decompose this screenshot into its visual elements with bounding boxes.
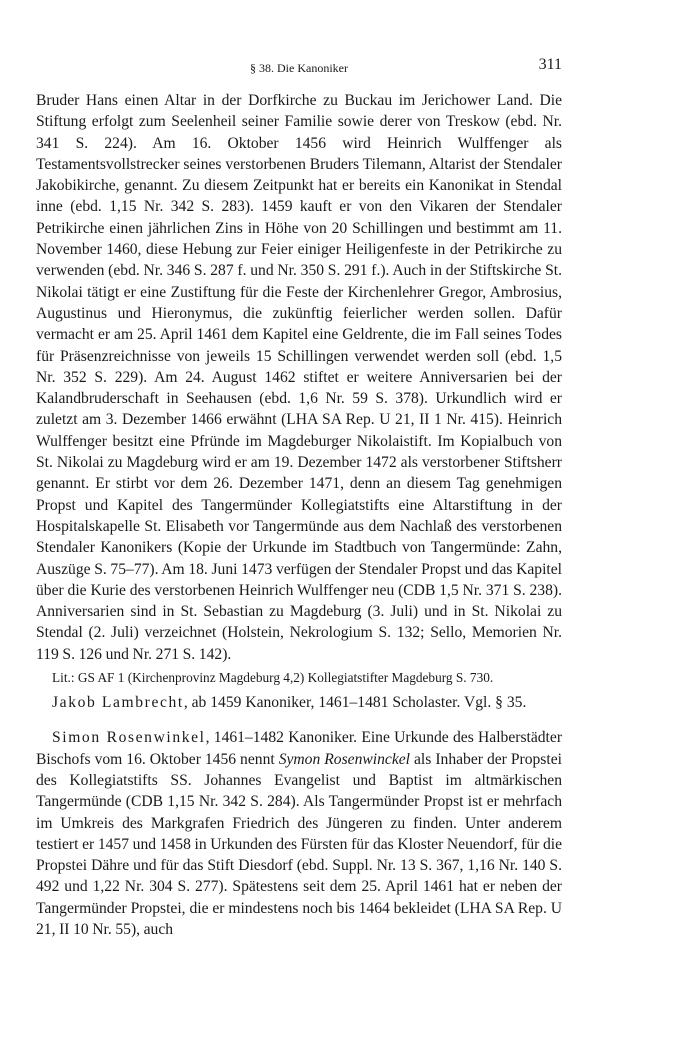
entry-name-lambrecht: Jakob Lambrecht xyxy=(52,694,184,712)
paragraph-wulffenger: Bruder Hans einen Altar in der Dorfkirche zu Buckau im Jerichower Land. Die Stiftung erfolgt zum Seelenheil seiner Familie sowie derer von Treskow (ebd. Nr. 341 S. 224). Am 16. Oktober 1456 wird Heinrich Wulffenger als Testamentsvollstrecker seines verstorbenen Bruders Tilemann, Altarist der Stendaler Jakobikirche, genannt. Zu diesem Zeitpunkt hat er bereits ein Kanonikat in Stendal inne (ebd. 1,15 Nr. 342 S. 283). 1459 kauft er von den Vikaren der Stendaler Petrikirche einen jährlichen Zins in Höhe von 20 Schillingen und bestimmt am 11. November 1460, diese Hebung zur Feier einiger Heiligenfeste in der Petrikirche zu verwenden (ebd. Nr. 346 S. 287 f. und Nr. 350 S. 291 f.). Auch in der Stiftskirche St. Nikolai tätigt er eine Zustiftung für die Feste der Kirchenlehrer Gregor, Ambrosius, Augustinus und Hieronymus, die zukünftig feierlicher werden sollen. Dafür vermacht er am 25. April 1461 dem Kapitel eine Geldrente, die im Fall seines Todes für Präsenzreichnisse von jeweils 15 Schillingen verwendet werden soll (ebd. 1,5 Nr. 352 S. 229). Am 24. August 1462 stiftet er weitere Anniversarien bei der Kalandbruderschaft in Seehausen (ebd. 1,6 Nr. 59 S. 378). Urkundlich wird er zuletzt am 3. Dezember 1466 erwähnt (LHA SA Rep. U 21, II 1 Nr. 415). Heinrich Wulffenger besitzt eine Pfründe im Magdeburger Nikolaistift. Im Kopialbuch von St. Nikolai zu Magdeburg wird er am 19. Dezember 1472 als verstorbener Stiftsherr genannt. Er stirbt vor dem 26. Dezember 1471, denn an diesem Tag genehmigen Propst und Kapitel des Tangermünder Kollegiatstifts eine Altarstiftung in der Hospitalskapelle St. Elisabeth vor Tangermünde aus dem Nachlaß des verstorbenen Stendaler Kanonikers (Kopie der Urkunde im Stadtbuch von Tangermünde: Zahn, Auszüge S. 75–77). Am 18. Juni 1473 verfügen der Stendaler Propst und das Kapitel über die Kurie des verstorbenen Heinrich Wulffenger neu (CDB 1,5 Nr. 371 S. 238). Anniversarien sind in St. Sebastian zu Magdeburg (3. Juli) und in St. Nikolai zu Stendal (2. Juli) verzeichnet (Holstein, Nekrologium S. 132; Sello, Memorien Nr. 119 S. 126 und Nr. 271 S. 142). xyxy=(36,92,562,663)
entry-text-rosenwinkel-2: als Inhaber der Propstei des Kollegiatstifts SS. Johannes Evangelist und Baptist im altmärkischen Tangermünde (CDB 1,15 Nr. 342 S. 284). Als Tangermünder Propst ist er mehrfach im Umkreis des Markgrafen Friedrich des Jüngeren zu finden. Unter anderem testiert er 1457 und 1458 in Urkunden des Fürsten für das Kloster Neuendorf, für die Propstei Dähre und für das Stift Diesdorf (ebd. Suppl. Nr. 13 S. 367, 1,16 Nr. 140 S. 492 und 1,22 Nr. 304 S. 277). Spätestens seit dem 25. April 1461 hat er neben der Tangermünder Propstei, die er mindestens noch bis 1464 bekleidet (LHA SA Rep. U 21, II 10 Nr. 55), auch xyxy=(36,750,562,938)
literature-note: Lit.: GS AF 1 (Kirchenprovinz Magdeburg 4,2) Kollegiatstifter Magdeburg S. 730. xyxy=(52,670,494,686)
entry-lambrecht xyxy=(36,692,562,713)
entry-name-rosenwinkel: Simon Rosenwinkel xyxy=(52,729,206,747)
running-title: § 38. Die Kanoniker xyxy=(250,61,348,75)
entry-rosenwinkel xyxy=(36,727,562,940)
running-head xyxy=(36,56,562,80)
body-text xyxy=(36,90,562,940)
entry-text-rosenwinkel-1: , 1461–1482 Kanoniker. Eine Urkunde des Halberstädter Bischofs vom 16. Oktober 1456 nennt xyxy=(36,729,563,768)
entry-text-lambrecht: , ab 1459 Kanoniker, 1461–1481 Scholaster. Vgl. § 35. xyxy=(183,694,527,712)
page-number: 311 xyxy=(538,56,562,73)
quoted-name-rosenwinckel: Symon Rosenwinckel xyxy=(278,750,411,768)
